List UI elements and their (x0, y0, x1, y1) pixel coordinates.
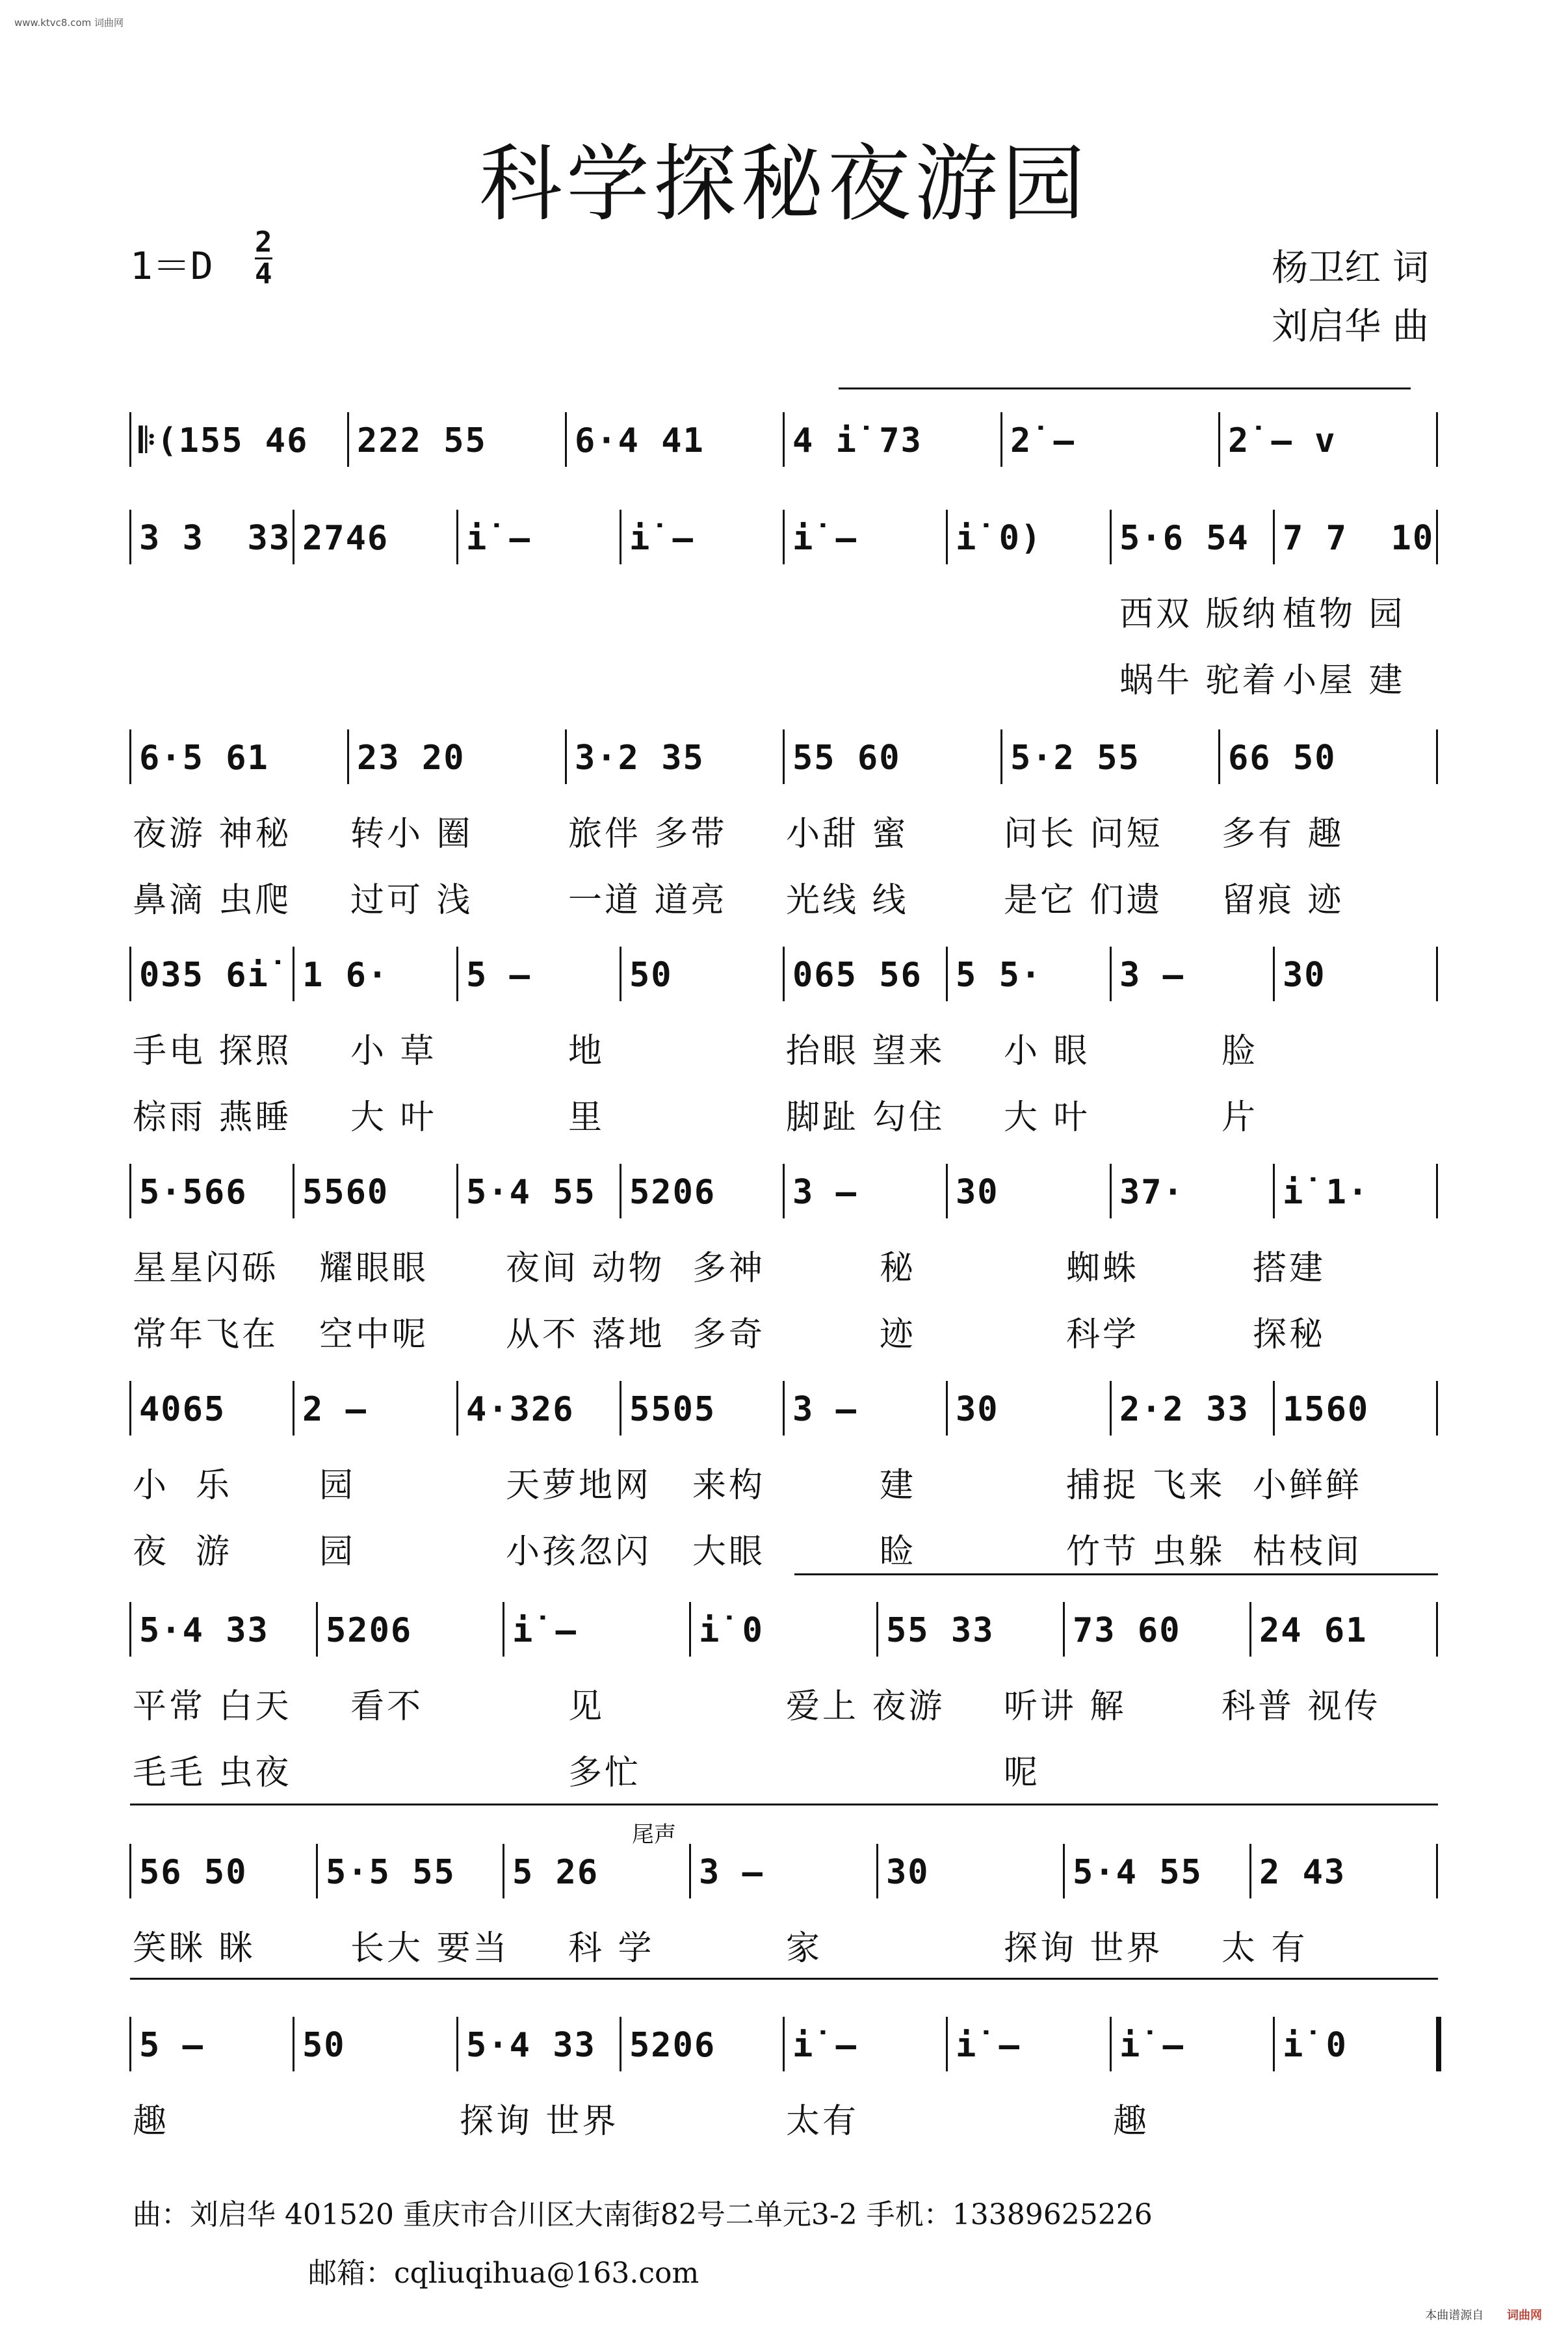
footer-email: 邮箱：cqliuqihua@163.com (308, 2257, 699, 2290)
footer-mark-right: 词曲网 (1507, 2309, 1542, 2322)
bar-line (129, 412, 131, 467)
bar-line (783, 510, 785, 564)
measure-notes: i̇ 0) (956, 519, 1043, 558)
measure-notes: 𝄆(155 46 (139, 421, 309, 460)
lyric-verse-1: 夜游 神秘 (133, 815, 292, 854)
measure-notes: 5·4 55 (466, 1173, 596, 1212)
lyric-verse-2: 多忙 (568, 1753, 642, 1792)
bar-line (293, 1164, 294, 1218)
measure-notes: 4 i̇ 73 (792, 421, 922, 460)
lyric-verse-1: 见 (568, 1687, 605, 1726)
bar-line (1436, 1844, 1438, 1898)
bar-line (1063, 1844, 1065, 1898)
lyric-verse-2: 留痕 迹 (1222, 881, 1344, 920)
lyric-verse-2: 是它 们遗 (1004, 881, 1163, 920)
bar-line (129, 510, 131, 564)
bar-line (456, 1164, 458, 1218)
lyric-verse-2: 从不 落地 (506, 1315, 665, 1354)
measure-notes: 2·2 33 (1119, 1390, 1249, 1429)
measure-notes: 3·2 35 (575, 739, 705, 778)
lyric-verse-1: 听讲 解 (1004, 1687, 1127, 1726)
bar-line (689, 1844, 691, 1898)
lyric-verse-2: 睑 (880, 1532, 917, 1571)
bar-line (1273, 1164, 1275, 1218)
bar-line (1436, 729, 1438, 784)
lyric-verse-1: 科 学 (568, 1929, 655, 1968)
measure-notes: 50 (302, 2026, 346, 2065)
measure-notes: i̇ – (956, 2026, 1021, 2065)
bar-line (620, 1381, 621, 1436)
lyricist: 杨卫红 词 (1272, 247, 1429, 289)
lyric-verse-2: 迹 (880, 1315, 917, 1354)
bar-line (503, 1602, 504, 1657)
lyric-verse-1: 星星闪砾 (133, 1249, 279, 1288)
bar-line (129, 1381, 131, 1436)
measure-notes: 3 3 33 (139, 519, 291, 558)
measure-notes: i̇ – (792, 519, 857, 558)
measure-notes: 50 (629, 956, 673, 995)
footer-mark (1425, 2306, 1542, 2323)
lyric-verse-2: 一道 道亮 (568, 881, 727, 920)
measure-notes: 30 (956, 1173, 999, 1212)
site-mark: www.ktvc8.com 词曲网 (14, 17, 124, 29)
bar-line (946, 510, 948, 564)
bar-line (1273, 2017, 1275, 2071)
lyric-verse-2: 小屋 建 (1283, 661, 1405, 700)
bar-line (503, 1844, 504, 1898)
lyric-verse-1: 小 草 (350, 1032, 437, 1071)
lyric-verse-1: 蜘蛛 (1066, 1249, 1140, 1288)
bar-line (293, 1381, 294, 1436)
bar-line (620, 1164, 621, 1218)
measure-notes: 4·326 (466, 1390, 575, 1429)
measure-notes: i̇ – (466, 519, 531, 558)
bar-line (1436, 1602, 1438, 1657)
lyric-verse-1: 脸 (1222, 1032, 1259, 1071)
bar-line (620, 510, 621, 564)
bar-line (293, 947, 294, 1001)
bar-line (129, 2017, 131, 2071)
measure-notes: i̇ – (1119, 2026, 1184, 2065)
bar-line (876, 1844, 878, 1898)
measure-notes: 4065 (139, 1390, 226, 1429)
bar-line (1218, 729, 1220, 784)
bar-line (783, 729, 785, 784)
bar-line (1249, 1602, 1251, 1657)
lyric-verse-2: 里 (568, 1098, 605, 1137)
measure-notes: 3 – (1119, 956, 1184, 995)
lyric-verse-2: 蜗牛 驼着 (1119, 661, 1279, 700)
bar-line (293, 2017, 294, 2071)
measure-notes: 3 – (792, 1173, 857, 1212)
measure-notes: 5 5· (956, 956, 1043, 995)
measure-notes: i̇ 0 (1283, 2026, 1348, 2065)
measure-notes: 30 (956, 1390, 999, 1429)
lyric-verse-1: 园 (319, 1466, 356, 1505)
repeat-line (839, 387, 1411, 389)
coda-label: 尾声 (632, 1822, 676, 1848)
bar-line (783, 1381, 785, 1436)
lyric-verse-1: 长大 要当 (350, 1929, 510, 1968)
separator-line (794, 1573, 1438, 1575)
lyric-verse-2: 科学 (1066, 1315, 1140, 1354)
measure-notes: 1560 (1283, 1390, 1370, 1429)
bar-line (783, 1164, 785, 1218)
lyric-verse-1: 探询 世界 (460, 2102, 619, 2141)
meter-bottom: 4 (255, 257, 272, 291)
lyric-verse-2: 枯枝间 (1253, 1532, 1363, 1571)
lyric-verse-2: 大 叶 (350, 1098, 437, 1137)
bar-line (783, 2017, 785, 2071)
measure-notes: 065 56 (792, 956, 922, 995)
lyric-verse-2: 小孩忽闪 (506, 1532, 652, 1571)
lyric-verse-1: 天萝地网 (506, 1466, 652, 1505)
lyric-verse-2: 园 (319, 1532, 356, 1571)
lyric-verse-1: 看不 (350, 1687, 424, 1726)
measure-notes: 6·5 61 (139, 739, 269, 778)
bar-line (689, 1602, 691, 1657)
measure-notes: 2 43 (1259, 1853, 1346, 1892)
measure-notes: 5·566 (139, 1173, 248, 1212)
measure-notes: 5·5 55 (326, 1853, 456, 1892)
measure-notes: 30 (886, 1853, 930, 1892)
lyric-verse-1: 平常 白天 (133, 1687, 292, 1726)
bar-line (1110, 1164, 1112, 1218)
lyric-verse-2: 夜 游 (133, 1532, 233, 1571)
measure-notes: 5560 (302, 1173, 389, 1212)
bar-line (316, 1602, 318, 1657)
lyric-verse-1: 西双 版纳 (1119, 595, 1279, 634)
bar-line (1110, 2017, 1112, 2071)
measure-notes: 5·4 33 (139, 1611, 269, 1650)
lyric-verse-1: 抬眼 望来 (786, 1032, 945, 1071)
measure-notes: 55 60 (792, 739, 901, 778)
footer-address: 曲：刘启华 401520 重庆市合川区大南街82号二单元3-2 手机：13389625226 (133, 2198, 1153, 2231)
measure-notes: 66 50 (1228, 739, 1337, 778)
lyric-verse-2: 片 (1222, 1098, 1259, 1137)
lyric-verse-2: 呢 (1004, 1753, 1041, 1792)
measure-notes: 5505 (629, 1390, 716, 1429)
lyric-verse-2: 光线 线 (786, 881, 909, 920)
lyric-verse-1: 转小 圈 (350, 815, 473, 854)
measure-notes: 6·4 41 (575, 421, 705, 460)
lyric-verse-1: 小鲜鲜 (1253, 1466, 1363, 1505)
lyric-verse-2: 多奇 (692, 1315, 766, 1354)
bar-line (946, 947, 948, 1001)
bar-line (293, 510, 294, 564)
lyric-verse-2: 竹节 虫躲 (1066, 1532, 1225, 1571)
bar-line (946, 2017, 948, 2071)
lyric-verse-1: 爱上 夜游 (786, 1687, 945, 1726)
bar-line (129, 1844, 131, 1898)
bar-line (1273, 1381, 1275, 1436)
measure-notes: 24 61 (1259, 1611, 1368, 1650)
lyric-verse-1: 手电 探照 (133, 1032, 292, 1071)
measure-notes: 5·4 55 (1073, 1853, 1203, 1892)
separator-line (130, 1978, 1438, 1980)
bar-line (129, 1602, 131, 1657)
lyric-verse-1: 夜间 动物 (506, 1249, 665, 1288)
measure-notes: 56 50 (139, 1853, 248, 1892)
measure-notes: 23 20 (357, 739, 465, 778)
bar-line (1436, 947, 1438, 1001)
bar-line (1249, 1844, 1251, 1898)
separator-line (130, 1804, 1438, 1805)
measure-notes: i̇ – (629, 519, 694, 558)
bar-line (1436, 412, 1438, 467)
lyric-verse-2: 脚趾 勾住 (786, 1098, 945, 1137)
measure-notes: 55 33 (886, 1611, 995, 1650)
lyric-verse-1: 耀眼眼 (319, 1249, 429, 1288)
lyric-verse-1: 笑眯 眯 (133, 1929, 255, 1968)
time-signature (255, 228, 272, 289)
key-signature: 1＝D (130, 244, 213, 288)
bar-line (456, 1381, 458, 1436)
lyric-verse-1: 小 眼 (1004, 1032, 1090, 1071)
measure-notes: 1 6· (302, 956, 389, 995)
bar-line (783, 947, 785, 1001)
page-title: 科学探秘夜游园 (478, 136, 1089, 233)
bar-line (565, 412, 567, 467)
measure-notes: 5206 (629, 2026, 716, 2065)
measure-notes: 73 60 (1073, 1611, 1181, 1650)
meter-top: 2 (255, 226, 272, 259)
bar-line (1436, 1381, 1438, 1436)
lyric-verse-1: 探询 世界 (1004, 1929, 1163, 1968)
measure-notes: 5 – (139, 2026, 204, 2065)
bar-line (316, 1844, 318, 1898)
bar-line (946, 1381, 948, 1436)
lyric-verse-1: 多神 (692, 1249, 766, 1288)
measure-notes: 3 – (792, 1390, 857, 1429)
bar-line (1000, 412, 1002, 467)
measure-notes: 7 7 10 (1283, 519, 1435, 558)
lyric-verse-1: 科普 视传 (1222, 1687, 1381, 1726)
bar-line (1110, 1381, 1112, 1436)
bar-line (456, 510, 458, 564)
measure-notes: 035 6i̇ (139, 956, 269, 995)
bar-line (1436, 1164, 1438, 1218)
measure-notes: i̇ – (512, 1611, 577, 1650)
lyric-verse-1: 问长 问短 (1004, 815, 1163, 854)
bar-line (456, 2017, 458, 2071)
bar-line (456, 947, 458, 1001)
bar-line (620, 2017, 621, 2071)
lyric-verse-1: 趣 (1113, 2102, 1150, 2141)
bar-line (1218, 412, 1220, 467)
measure-notes: 5·6 54 (1119, 519, 1249, 558)
lyric-verse-2: 大眼 (692, 1532, 766, 1571)
lyric-verse-1: 趣 (133, 2102, 170, 2141)
bar-line (1110, 510, 1112, 564)
bar-line (946, 1164, 948, 1218)
measure-notes: 2746 (302, 519, 389, 558)
footer-mark-left: 本曲谱源自 (1425, 2309, 1484, 2322)
bar-line (129, 729, 131, 784)
bar-line (1273, 510, 1275, 564)
lyric-verse-1: 植物 园 (1283, 595, 1405, 634)
lyric-verse-1: 多有 趣 (1222, 815, 1344, 854)
lyric-verse-1: 太有 (786, 2102, 859, 2141)
measure-notes: 2 – (302, 1390, 367, 1429)
measure-notes: i̇ 0 (699, 1611, 764, 1650)
measure-notes: i̇ 1· (1283, 1173, 1370, 1212)
bar-line (783, 412, 785, 467)
lyric-verse-1: 捕捉 飞来 (1066, 1466, 1225, 1505)
lyric-verse-2: 鼻滴 虫爬 (133, 881, 292, 920)
measure-notes: 5·2 55 (1010, 739, 1140, 778)
lyric-verse-1: 太 有 (1222, 1929, 1308, 1968)
bar-line (1000, 729, 1002, 784)
bar-line (1436, 2017, 1441, 2071)
lyric-verse-1: 秘 (880, 1249, 917, 1288)
lyric-verse-2: 棕雨 燕睡 (133, 1098, 292, 1137)
bar-line (1436, 510, 1438, 564)
lyric-verse-1: 小甜 蜜 (786, 815, 909, 854)
bar-line (1063, 1602, 1065, 1657)
bar-line (565, 729, 567, 784)
lyric-verse-1: 旅伴 多带 (568, 815, 727, 854)
lyric-verse-2: 探秘 (1253, 1315, 1326, 1354)
measure-notes: 3 – (699, 1853, 764, 1892)
bar-line (129, 947, 131, 1001)
measure-notes: 5206 (629, 1173, 716, 1212)
measure-notes: 5206 (326, 1611, 413, 1650)
composer: 刘启华 曲 (1272, 306, 1429, 348)
measure-notes: 5 – (466, 956, 531, 995)
measure-notes: 5·4 33 (466, 2026, 596, 2065)
lyric-verse-2: 过可 浅 (350, 881, 473, 920)
lyric-verse-1: 来构 (692, 1466, 766, 1505)
lyric-verse-2: 大 叶 (1004, 1098, 1090, 1137)
lyric-verse-2: 空中呢 (319, 1315, 429, 1354)
measure-notes: 37· (1119, 1173, 1184, 1212)
measure-notes: 2̇ – (1010, 421, 1075, 460)
lyric-verse-1: 家 (786, 1929, 823, 1968)
measure-notes: i̇ – (792, 2026, 857, 2065)
measure-notes: 2̇ – v (1228, 421, 1337, 460)
bar-line (620, 947, 621, 1001)
bar-line (876, 1602, 878, 1657)
lyric-verse-1: 搭建 (1253, 1249, 1326, 1288)
bar-line (1110, 947, 1112, 1001)
measure-notes: 222 55 (357, 421, 487, 460)
measure-notes: 30 (1283, 956, 1326, 995)
bar-line (129, 1164, 131, 1218)
lyric-verse-2: 常年飞在 (133, 1315, 279, 1354)
lyric-verse-1: 地 (568, 1032, 605, 1071)
bar-line (1273, 947, 1275, 1001)
lyric-verse-2: 毛毛 虫夜 (133, 1753, 292, 1792)
lyric-verse-1: 小 乐 (133, 1466, 233, 1505)
bar-line (347, 412, 349, 467)
bar-line (347, 729, 349, 784)
measure-notes: 5 26 (512, 1853, 599, 1892)
lyric-verse-1: 建 (880, 1466, 917, 1505)
